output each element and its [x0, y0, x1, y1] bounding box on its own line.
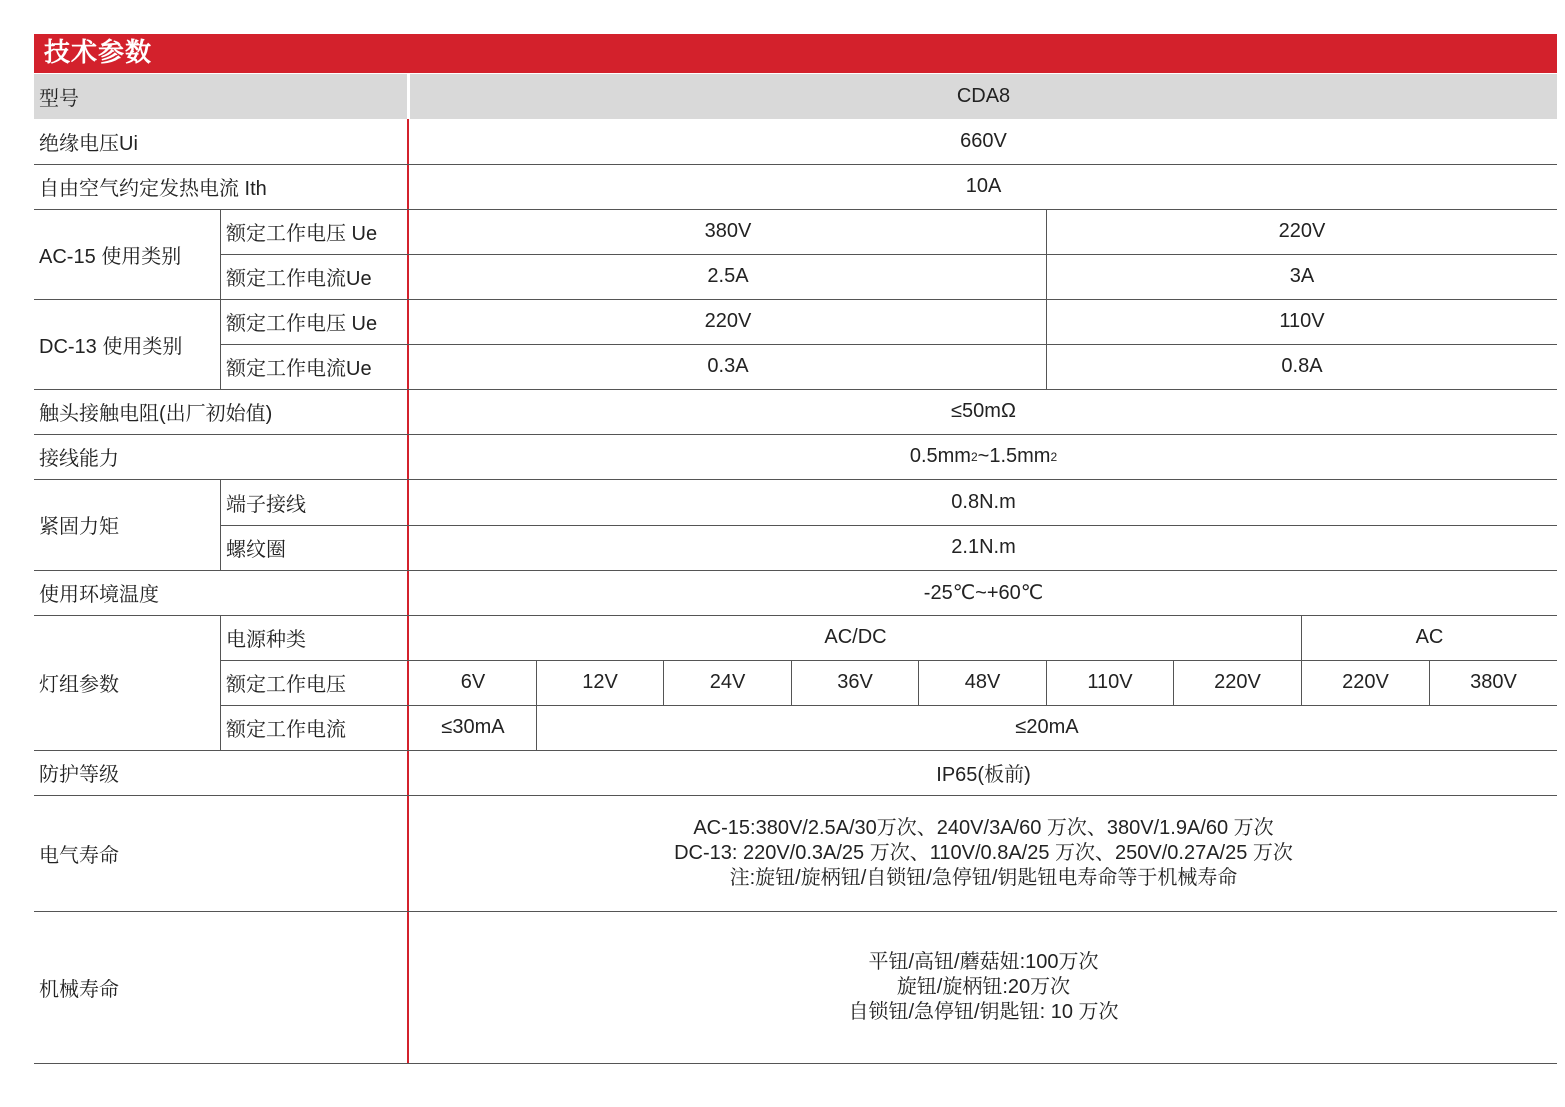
electrical-life-label: 电气寿命 — [39, 844, 119, 867]
torque-terminal-value: 0.8N.m — [951, 490, 1016, 513]
lamp-voltage-value: 6V — [460, 671, 486, 693]
thermal-current-label: 自由空气约定发热电流 Ith — [39, 178, 267, 200]
ac15-current-value: 2.5A — [707, 265, 749, 287]
ac15-voltage-value: 220V — [1278, 220, 1326, 242]
lamp-voltage-value: 48V — [964, 671, 1001, 693]
torque-thread-value: 2.1N.m — [951, 536, 1016, 558]
lamp-voltage-value: 380V — [1470, 671, 1517, 693]
electrical-life-value — [410, 795, 1557, 911]
torque-label: 紧固力矩 — [39, 516, 119, 538]
ac15-label: AC-15 使用类别 — [39, 245, 182, 268]
lamp-voltage-value: 110V — [1087, 671, 1133, 693]
electrical-life-line: 注:旋钮/旋柄钮/自锁钮/急停钮/钥匙钮电寿命等于机械寿命 — [729, 866, 1238, 889]
model-label: 型号 — [39, 88, 79, 110]
mechanical-life-label: 机械寿命 — [39, 978, 119, 1001]
dc13-current-value: 0.8A — [1281, 355, 1323, 377]
ac15-voltage-value: 380V — [704, 220, 752, 242]
ac15-current-label: 额定工作电流Ue — [226, 268, 372, 290]
ac15-voltage-label: 额定工作电压 Ue — [226, 223, 378, 245]
section-title: 技术参数 — [34, 34, 1557, 73]
contact-resistance-value: ≤50mΩ — [951, 400, 1016, 422]
torque-terminal-label: 端子接线 — [226, 493, 306, 516]
insulation-voltage-value: 660V — [960, 130, 1007, 152]
ambient-temp-label: 使用环境温度 — [39, 584, 159, 606]
electrical-life-line: AC-15:380V/2.5A/30万次、240V/3A/60 万次、380V/1.9A/60 万次 — [693, 816, 1274, 839]
contact-resistance-label: 触头接触电阻(出厂初始值) — [39, 403, 273, 425]
lamp-voltage-value: 24V — [709, 671, 746, 693]
dc13-current-label: 额定工作电流Ue — [226, 358, 372, 380]
row-divider — [34, 1063, 1557, 1064]
model-value: CDA8 — [956, 85, 1011, 107]
lamp-voltage-value: 220V — [1214, 671, 1261, 693]
mechanical-life-value — [410, 911, 1557, 1063]
insulation-voltage-label: 绝缘电压Ui — [39, 133, 138, 155]
torque-thread-label: 螺纹圈 — [226, 539, 286, 561]
lamp-power-type-acdc: AC/DC — [824, 626, 887, 648]
lamp-power-type-label: 电源种类 — [226, 629, 306, 651]
lamp-current-label: 额定工作电流 — [226, 719, 346, 741]
lamp-current-value: ≤20mA — [1015, 716, 1079, 738]
dc13-voltage-label: 额定工作电压 Ue — [226, 313, 378, 335]
ac15-current-value: 3A — [1289, 265, 1315, 287]
lamp-voltage-value: 220V — [1342, 671, 1389, 693]
wiring-max: ~1.5mm — [977, 445, 1051, 467]
protection-value: IP65(板前) — [936, 764, 1031, 786]
mechanical-life-line: 旋钮/旋柄钮:20万次 — [896, 975, 1071, 998]
wiring-capacity-value: 0.5mm 2 ~1.5mm 2 — [909, 445, 1058, 467]
lamp-power-type-ac: AC — [1415, 626, 1444, 648]
lamp-voltage-value: 36V — [837, 671, 873, 693]
thermal-current-value: 10A — [965, 175, 1002, 197]
dc13-current-value: 0.3A — [707, 355, 749, 377]
dc13-voltage-value: 220V — [704, 310, 752, 332]
lamp-current-value: ≤30mA — [441, 716, 505, 738]
mechanical-life-line: 平钮/高钮/蘑菇妞:100万次 — [868, 950, 1099, 973]
ambient-temp-value: -25℃~+60℃ — [923, 582, 1044, 604]
lamp-voltage-label: 额定工作电压 — [226, 674, 346, 696]
lamp-label: 灯组参数 — [39, 674, 119, 696]
mechanical-life-line: 自锁钮/急停钮/钥匙钮: 10 万次 — [848, 1000, 1119, 1023]
lamp-voltage-value: 12V — [582, 671, 618, 693]
dc13-label: DC-13 使用类别 — [39, 335, 183, 358]
wiring-capacity-label: 接线能力 — [39, 448, 119, 470]
electrical-life-line: DC-13: 220V/0.3A/25 万次、110V/0.8A/25 万次、250V/0.27A/25 万次 — [674, 841, 1293, 864]
protection-label: 防护等级 — [39, 764, 119, 786]
wiring-min: 0.5mm — [909, 445, 971, 467]
dc13-voltage-value: 110V — [1279, 310, 1325, 332]
